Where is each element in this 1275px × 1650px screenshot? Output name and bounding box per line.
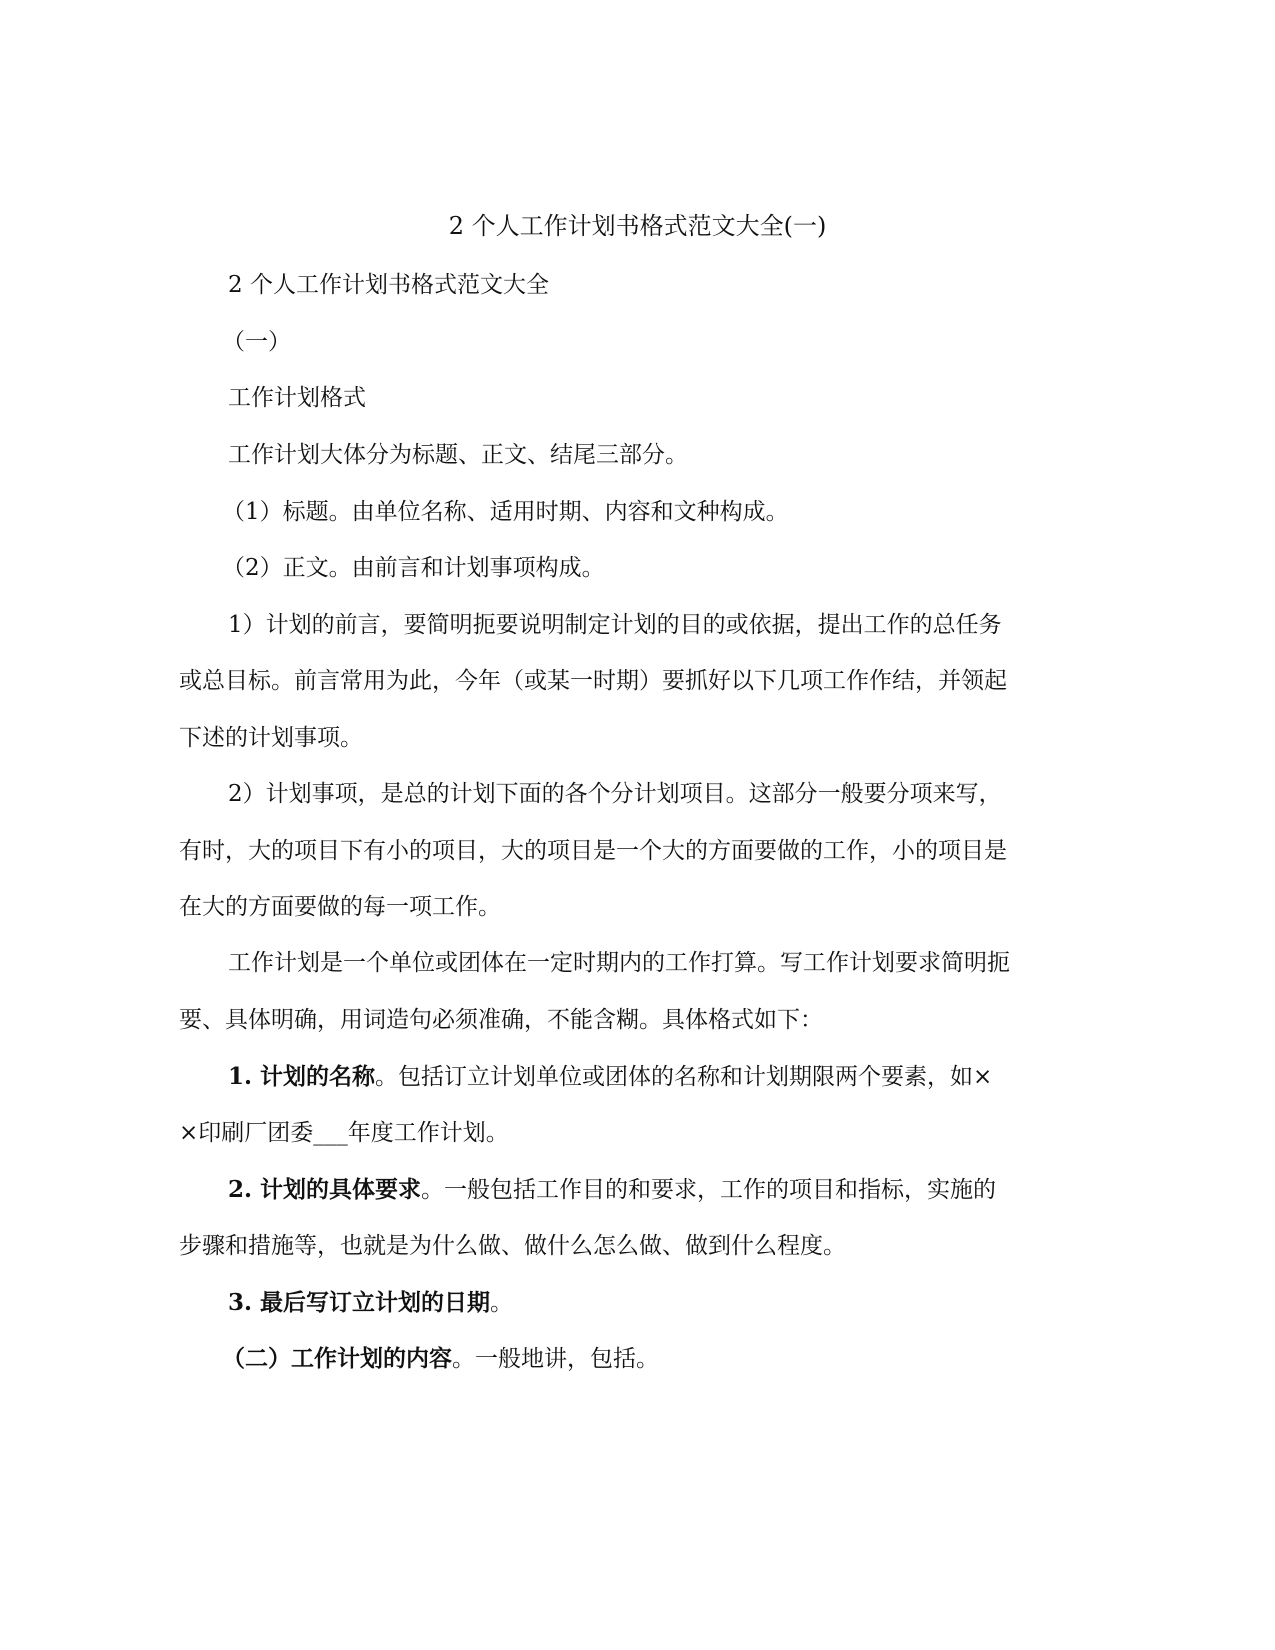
para3-line2: 要、具体明确，用词造句必须准确，不能含糊。具体格式如下： [179, 1007, 823, 1033]
para2-line3: 在大的方面要做的每一项工作。 [179, 894, 501, 920]
point1-line2: ×印刷厂团委___年度工作计划。 [179, 1120, 509, 1146]
point1-label: 1. 计划的名称 [228, 1063, 376, 1090]
para2-line2: 有时，大的项目下有小的项目，大的项目是一个大的方面要做的工作，小的项目是 [179, 838, 1007, 864]
point4-line [222, 1344, 659, 1374]
heading-section-one: （一） [222, 329, 291, 355]
para1-line3: 下述的计划事项。 [179, 725, 363, 751]
item-title: （1）标题。由单位名称、适用时期、内容和文种构成。 [222, 499, 789, 525]
point1-text: 。包括订立计划单位或团体的名称和计划期限两个要素，如× [375, 1064, 993, 1090]
point2-line2: 步骤和措施等，也就是为什么做、做什么怎么做、做到什么程度。 [179, 1233, 846, 1259]
item-body: （2）正文。由前言和计划事项构成。 [222, 555, 605, 581]
point3-line [228, 1288, 513, 1318]
para2-line1: 2）计划事项，是总的计划下面的各个分计划项目。这部分一般要分项来写， [228, 781, 1002, 807]
para3-line1: 工作计划是一个单位或团体在一定时期内的工作打算。写工作计划要求简明扼 [228, 950, 1010, 976]
para1-line2: 或总目标。前言常用为此，今年（或某一时期）要抓好以下几项工作作结，并领起 [179, 668, 1007, 694]
point2-text: 。一般包括工作目的和要求，工作的项目和指标，实施的 [421, 1177, 997, 1203]
intro-paragraph: 工作计划大体分为标题、正文、结尾三部分。 [228, 442, 688, 468]
heading-main: 2 个人工作计划书格式范文大全 [228, 272, 549, 298]
heading-plan-format: 工作计划格式 [228, 385, 366, 411]
point1-line1 [228, 1062, 992, 1092]
point3-text: 。 [490, 1290, 514, 1316]
point4-label: （二）工作计划的内容 [222, 1345, 452, 1372]
point2-line1 [228, 1175, 996, 1205]
document-title: 2 个人工作计划书格式范文大全(一) [448, 212, 827, 240]
point4-text: 。一般地讲，包括。 [452, 1346, 659, 1372]
point3-label: 3. 最后写订立计划的日期 [228, 1289, 491, 1316]
point2-label: 2. 计划的具体要求 [228, 1176, 422, 1203]
para1-line1: 1）计划的前言，要简明扼要说明制定计划的目的或依据，提出工作的总任务 [228, 612, 1002, 638]
